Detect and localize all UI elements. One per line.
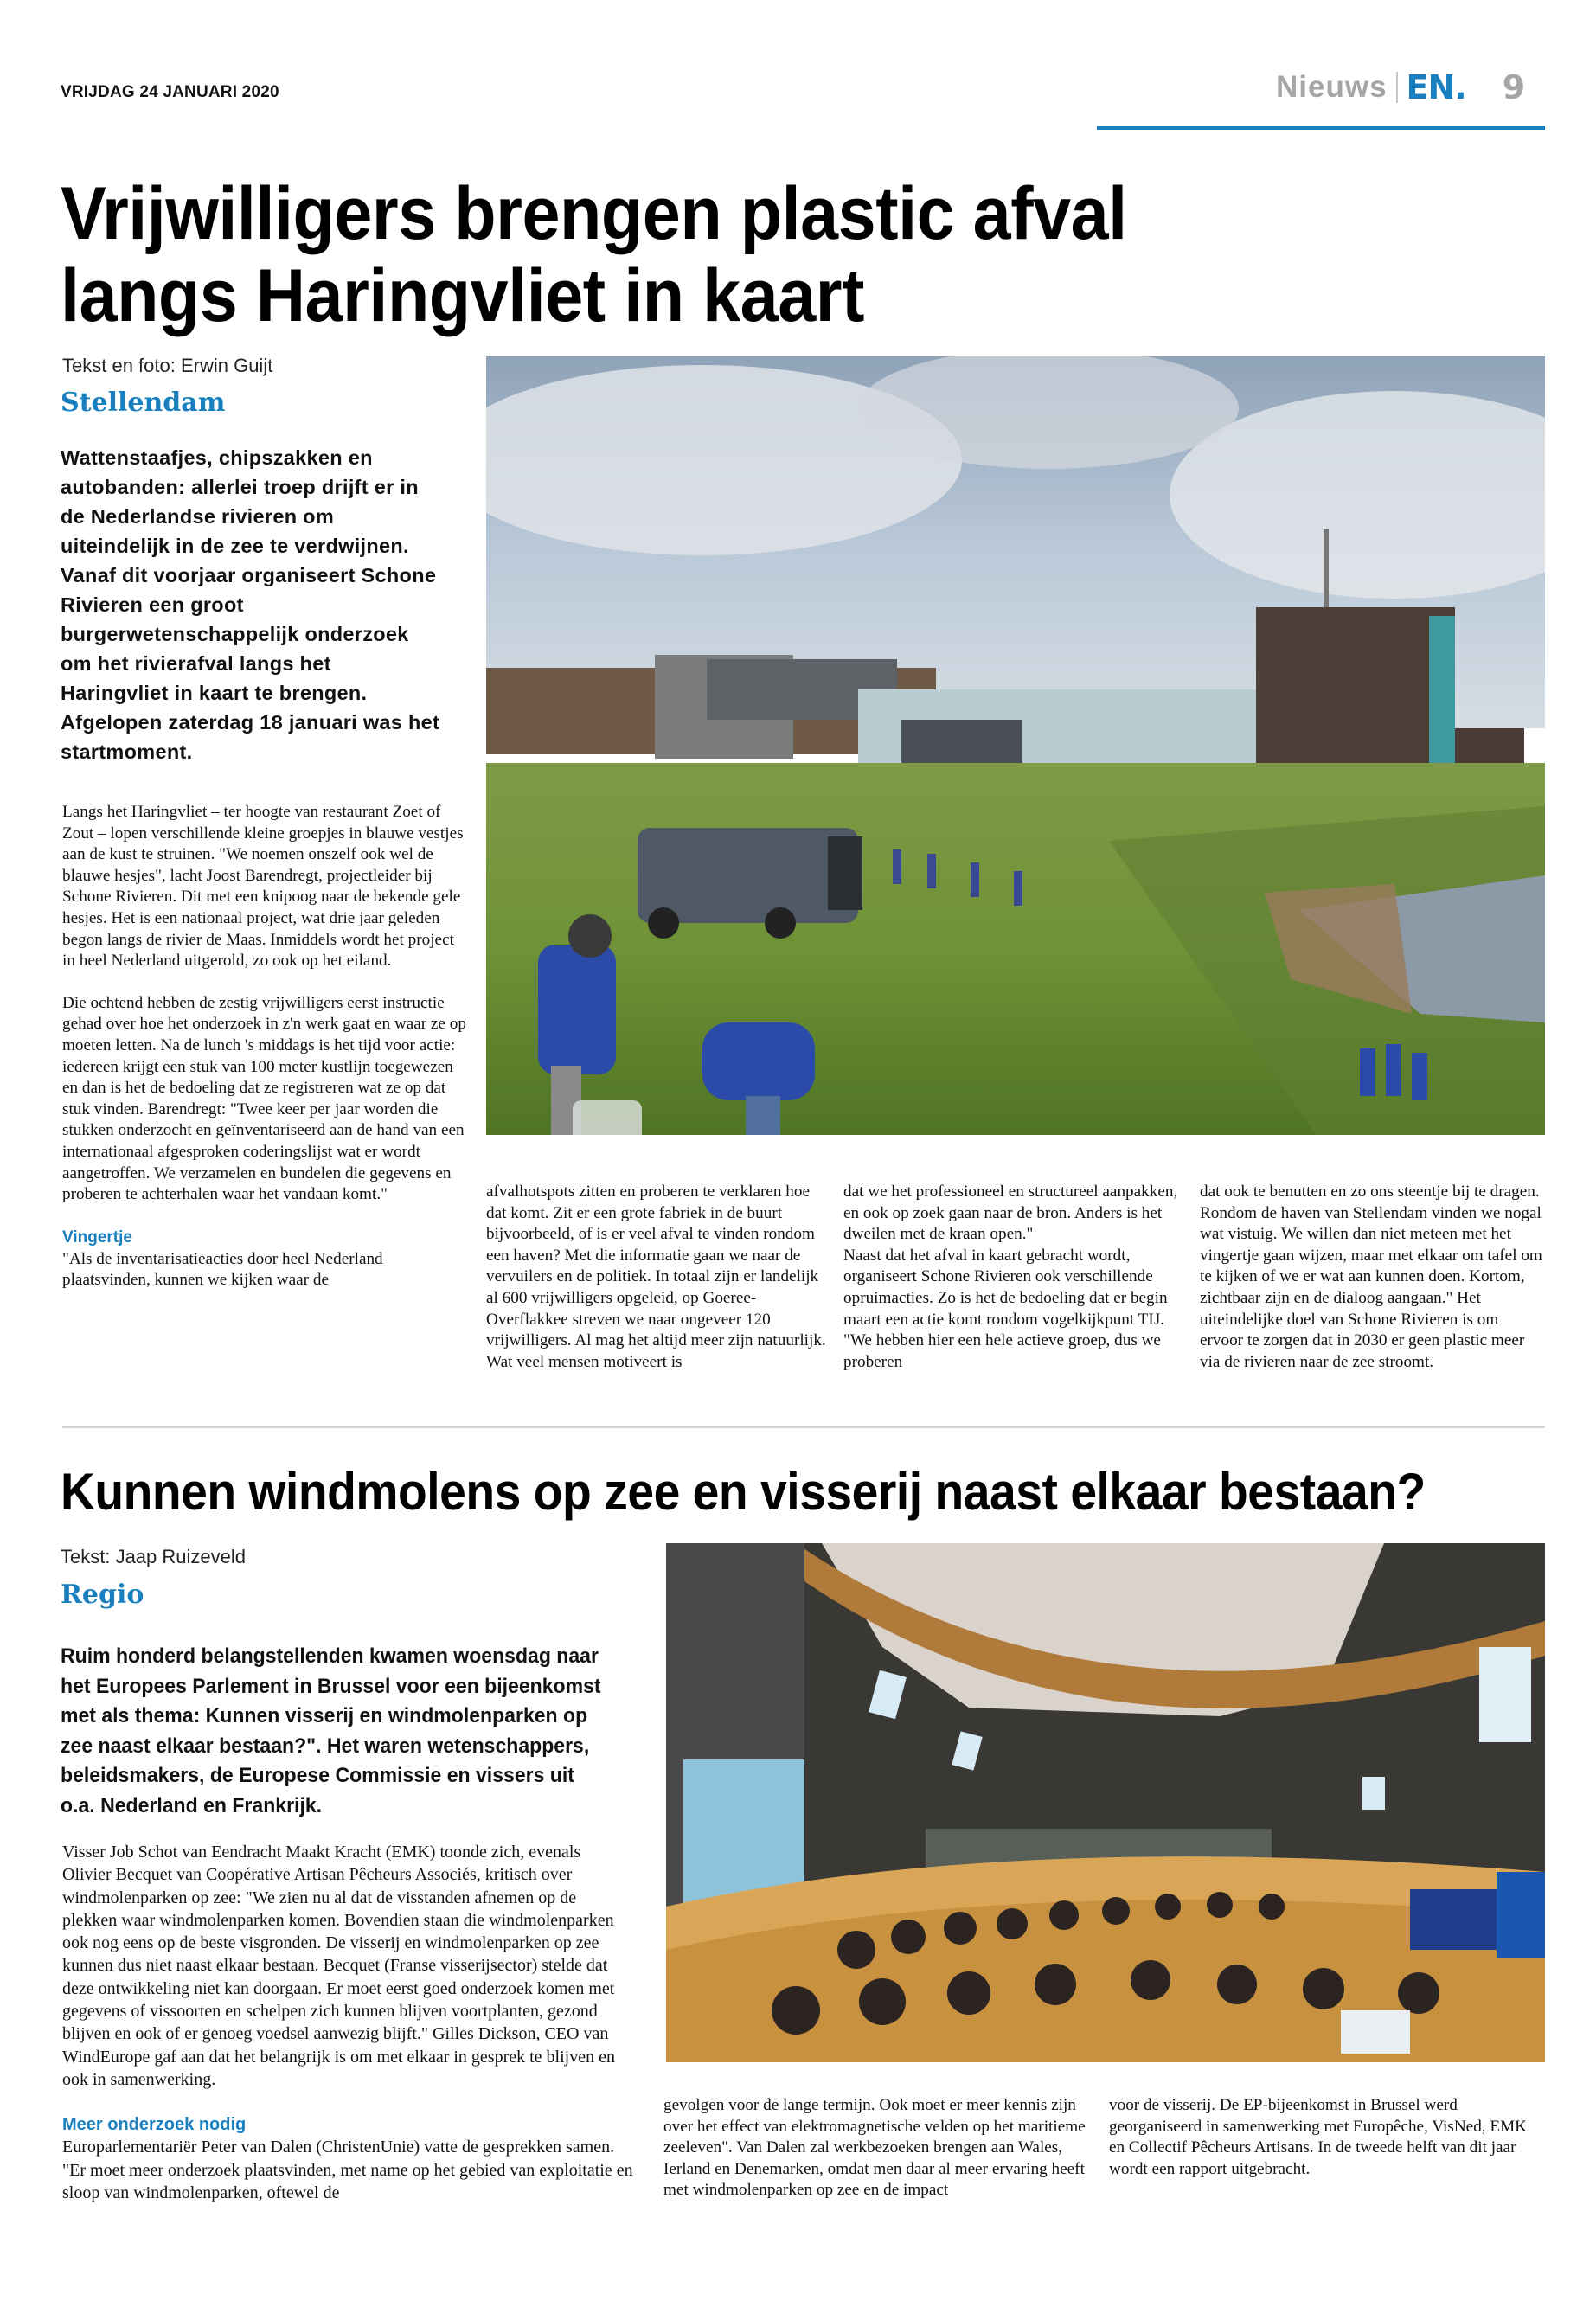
photo-icon — [666, 1543, 1545, 2062]
article-1-column-1 — [62, 802, 469, 1292]
article-2-photo — [666, 1543, 1545, 2062]
headline-line: Vrijwilligers brengen plastic afval — [61, 172, 1127, 255]
photo-icon — [486, 356, 1545, 1135]
paragraph: Langs het Haringvliet – ter hoogte van restaurant Zoet of Zout – lopen verschillende kleine groepjes in blauwe vestjes aan de kust te struinen. "We noemen onszelf ook wel de blauwe hesjes", lacht Joost Barendregt, projectleider bij Schone Rivieren. Dit met een knipoog naar de bekende gele hesjes. Het is een nationaal project, wat drie jaar geleden begon langs de rivier de Maas. Inmiddels wordt het project in heel Nederland uitgerold, zo ook op het eiland. — [62, 803, 464, 971]
article-2-byline: Tekst: Jaap Ruizeveld — [61, 1546, 246, 1567]
article-1-column-4 — [1200, 1182, 1546, 1373]
article-1-column-3 — [843, 1182, 1189, 1373]
article-1-byline: Tekst en foto: Erwin Guijt — [62, 355, 273, 376]
paragraph: Naast dat het afval in kaart gebracht wordt, organiseert Schone Rivieren ook verschillende opruimacties. Zo is het de bedoeling dat er begin maart een actie komt rondom vogelkijkpunt TIJ. "We hebben hier een hele actieve groep, dus we proberen — [843, 1246, 1168, 1371]
article-1-photo — [486, 356, 1545, 1135]
article-1-headline — [61, 173, 1175, 337]
article-2-column-1 — [62, 1841, 633, 2204]
header-rule — [1097, 126, 1545, 130]
section-header — [1276, 66, 1525, 109]
paragraph: afvalhotspots zitten en proberen te verklaren hoe dat komt. Zit er een grote fabriek in de buurt bijvoorbeeld, of is er veel afval te vinden rondom een haven? Met die informatie gaan we naar de vervuilers en de politiek. In totaal zijn er landelijk al 600 vrijwilligers opgeleid, op Goeree-Overflakkee streven we naar ongeveer 120 vrijwilligers. Al mag het altijd meer zijn natuurlijk. Wat veel mensen motiveert is — [486, 1183, 826, 1371]
article-divider — [62, 1426, 1545, 1428]
paragraph: Europarlementariër Peter van Dalen (ChristenUnie) vatte de gesprekken samen. "Er moet meer onderzoek plaatsvinden, met name op het gebied van exploitatie en sloop van windmolenparken, oftewel de — [62, 2138, 633, 2202]
paragraph: dat we het professioneel en structureel aanpakken, en ook op zoek gaan naar de bron. Anders is het dweilen met de kraan open." — [843, 1183, 1178, 1244]
article-2-intro: Ruim honderd belangstellenden kwamen woensdag naar het Europees Parlement in Brussel voor een bijeenkomst met als thema: Kunnen visserij en windmolenparken op zee naast elkaar bestaan?". Het waren wetenschappers, beleidsmakers, de Europese Commissie en vissers uit o.a. Nederland en Frankrijk. — [61, 1644, 601, 1817]
article-1-intro: Wattenstaafjes, chipszakken en autobanden: allerlei troep drijft er in de Nederlandse rivieren om uiteindelijk in de zee te verdwijnen. Vanaf dit voorjaar organiseert Schone Rivieren een groot burgerwetenschappelijk onderzoek om het rivierafval langs het Haringvliet in kaart te brengen. Afgelopen zaterdag 18 januari was het startmoment. — [61, 446, 440, 763]
issue-date: VRIJDAG 24 JANUARI 2020 — [61, 83, 279, 101]
page-number: 9 — [1502, 68, 1526, 106]
paragraph: voor de visserij. De EP-bijeenkomst in Brussel werd georganiseerd in samenwerking met Europêche, VisNed, EMK en Collectif Pêcheurs Artisans. In de tweede helft van dit jaar wordt een rapport uitgebracht. — [1109, 2096, 1528, 2178]
article-2-dateline: Regio — [61, 1580, 144, 1610]
article-2-column-2 — [663, 2095, 1087, 2202]
article-2-column-3 — [1109, 2095, 1533, 2180]
subheading: Meer onderzoek nodig — [62, 2115, 247, 2135]
brand-logo: EN. — [1406, 68, 1466, 106]
paragraph: Visser Job Schot van Eendracht Maakt Kracht (EMK) toonde zich, evenals Olivier Becquet van Coopérative Artisan Pêcheurs Associés, kritisch over windmolenparken op zee: "We zien nu al dat de visstanden afnemen op de plekken waar windmolenparken komen. Bovendien staan die windmolenparken ook nog eens op de beste visgronden. De visserij en windmolenparken op zee kunnen dus niet naast elkaar bestaan. Becquet (Franse visserijsector) stelde dat deze ontwikkeling niet kan doorgaan. Er moet eerst goed onderzoek komen met gegevens of vissoorten en schelpen zich kunnen blijven voortplanten, gezond blijven en ook of er genoeg voedsel aanwezig blijft." Gilles Dickson, CEO van WindEurope gaf aan dat het belangrijk is om met elkaar in gesprek te blijven en ook in samenwerking. — [62, 1843, 615, 2089]
headline-line: langs Haringvliet in kaart — [61, 254, 864, 337]
section-separator — [1396, 72, 1398, 103]
paragraph: "Als de inventarisatieacties door heel Nederland plaatsvinden, kunnen we kijken waar de — [62, 1249, 383, 1290]
article-1-column-2 — [486, 1182, 832, 1373]
paragraph: gevolgen voor de lange termijn. Ook moet er meer kennis zijn over het effect van elektromagnetische velden op het maritieme zeeleven". Van Dalen zal werkbezoeken brengen aan Wales, Ierland en Denemarken, omdat men daar al meer ervaring heeft met windmolenparken op zee en de impact — [663, 2096, 1086, 2200]
article-2-headline: Kunnen windmolens op zee en visserij naast elkaar bestaan? — [61, 1463, 1426, 1521]
paragraph: Die ochtend hebben de zestig vrijwilligers eerst instructie gehad over hoe het onderzoek in z'n werk gaat en waar ze op moeten letten. Na de lunch 's middags is het tijd voor actie: iedereen krijgt een stuk van 100 meter kustlijn toegewezen en dan is het de bedoeling dat ze registreren wat ze op dat stuk vinden. Barendregt: "Twee keer per jaar worden die stukken onderzocht en geïnventariseerd aan de hand van een internationaal afgesproken coderingslijst wat er wordt aangetroffen. We verzamelen en bundelen die gegevens en proberen te achterhalen waar het vandaan komt." — [62, 993, 466, 1204]
section-name: Nieuws — [1276, 70, 1388, 104]
subheading: Vingertje — [62, 1227, 132, 1247]
paragraph: dat ook te benutten en zo ons steentje bij te dragen. Rondom de haven van Stellendam vinden we nogal wat vistuig. We willen dan niet meteen met het vingertje gaan wijzen, maar met elkaar om tafel om te kijken of we er wat aan kunnen doen. Kortom, zichtbaar zijn en de dialoog aangaan." Het uiteindelijke doel van Schone Rivieren is om ervoor te zorgen dat in 2030 er geen plastic meer via de rivieren naar de zee stroomt. — [1200, 1183, 1542, 1371]
article-1-dateline: Stellendam — [61, 388, 226, 418]
